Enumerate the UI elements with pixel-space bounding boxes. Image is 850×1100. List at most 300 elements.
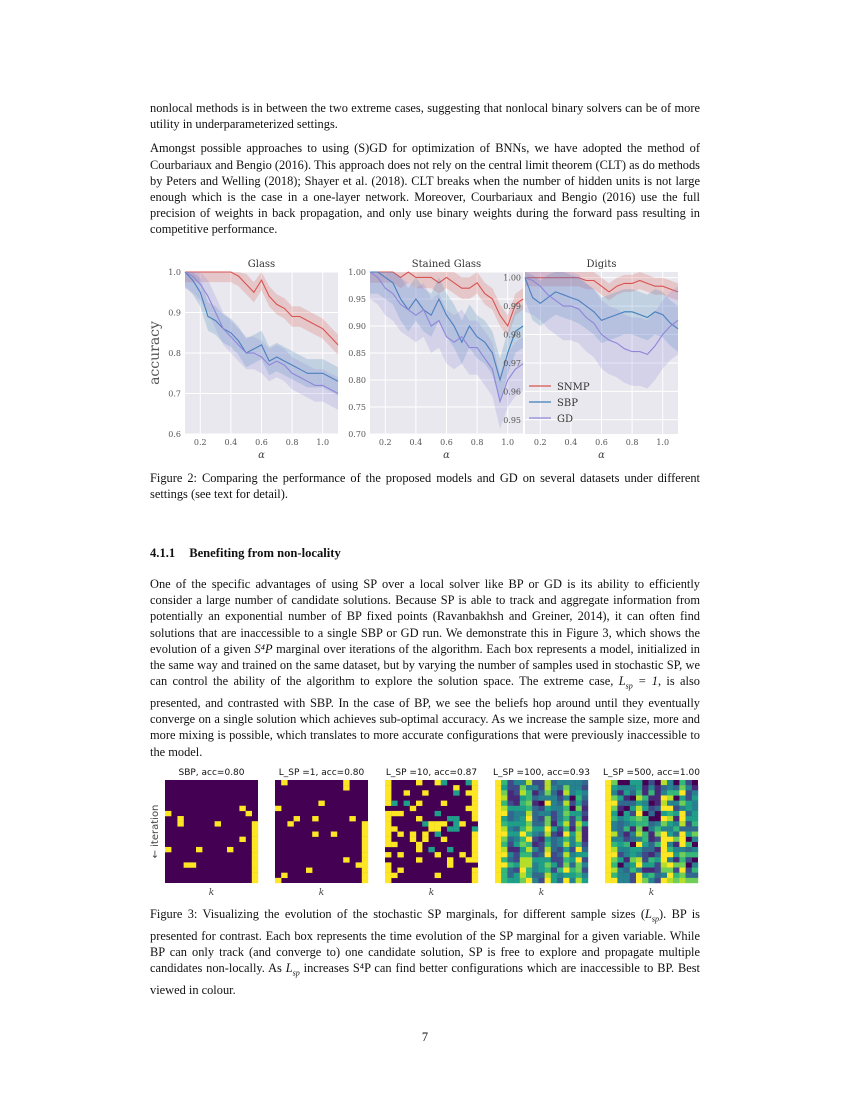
x-axis-label: α <box>598 450 605 461</box>
heatmap-cell <box>624 837 630 842</box>
heatmap-cell <box>667 801 673 806</box>
heatmap-cell <box>611 837 617 842</box>
heatmap-cell <box>624 821 630 826</box>
heatmap-cell <box>495 780 501 785</box>
heatmap-cell <box>472 780 478 785</box>
heatmap-cell <box>507 842 513 847</box>
heatmap-cell <box>655 795 661 800</box>
heatmap-cell <box>362 832 368 837</box>
heatmap-cell <box>648 806 654 811</box>
heatmap-cell <box>545 873 551 878</box>
section-paragraph: One of the specific advantages of using SP over a local solver like BP or GD is its ability to efficiently consider a large number of candidate solutions. Because SP is able to track and aggregate information from potentially an exponential number of BP fixed points (Ravanbakhsh and Greiner, 2014), it can often find solutions that are inaccessible to a single SBP or GD run. We demonstrate this in Figure 3, which shows the evolution of a given S⁴P marginal over iterations of the algorithm. Each box represents a model, initialized in the same way and trained on the same dataset, but by varying the number of samples used in stochastic SP, we can control the ability of the algorithm to explore the solution space. The extreme case, $L_{sp} = 1$, is also presented, and contrasted with SBP. In the case of BP, we see the beliefs hop around until they eventually converge on a single solution which achieves sub-optimal accuracy. As we increase the sample size, more and more mixing is possible, which translates to more accurate configurations that were previously inaccessible to the model. <box>150 577 700 759</box>
heatmap-cell <box>526 790 532 795</box>
heatmap-cell <box>576 852 582 857</box>
heatmap-cell <box>661 795 667 800</box>
heatmap-cell <box>428 826 434 831</box>
legend-label: SNMP <box>557 382 590 393</box>
heatmap-cell <box>661 847 667 852</box>
heatmap-cell <box>532 868 538 873</box>
x-axis-label: k <box>428 888 435 898</box>
heatmap-cell <box>605 816 611 821</box>
heatmap-cell <box>605 842 611 847</box>
heatmap-cell <box>576 826 582 831</box>
x-tick-label: 0.2 <box>533 438 547 447</box>
heatmap-cell <box>275 806 281 811</box>
heatmap-cell <box>624 873 630 878</box>
heatmap-cell <box>177 821 183 826</box>
heatmap-cell <box>655 821 661 826</box>
heatmap-cell <box>661 801 667 806</box>
heatmap-cell <box>569 832 575 837</box>
heatmap-cell <box>501 780 507 785</box>
heatmap-cell <box>545 816 551 821</box>
math-s4p: S⁴P <box>254 641 273 656</box>
heatmap-cell <box>507 832 513 837</box>
heatmap-cell <box>563 811 569 816</box>
heatmap-cell <box>673 801 679 806</box>
heatmap-cell <box>655 826 661 831</box>
heatmap-cell <box>385 816 391 821</box>
heatmap-cell <box>385 801 391 806</box>
heatmap-cell <box>661 873 667 878</box>
heatmap-cell <box>636 826 642 831</box>
heatmap-cell <box>605 862 611 867</box>
heatmap-cell <box>514 878 520 883</box>
heatmap-cell <box>569 790 575 795</box>
heatmap-cell <box>397 811 403 816</box>
heatmap-cell <box>605 811 611 816</box>
heatmap-cell <box>569 780 575 785</box>
heatmap-cell <box>648 821 654 826</box>
heatmap-cell <box>679 790 685 795</box>
heatmap-cell <box>177 816 183 821</box>
heatmap-cell <box>514 873 520 878</box>
heatmap-cell <box>520 785 526 790</box>
heatmap-cell <box>630 826 636 831</box>
heatmap-cell <box>453 790 459 795</box>
heatmap-cell <box>349 816 355 821</box>
heatmap-cell <box>532 790 538 795</box>
heatmap-cell <box>184 862 190 867</box>
heatmap-cell <box>655 862 661 867</box>
heatmap-cell <box>636 862 642 867</box>
heatmap-cell <box>563 878 569 883</box>
heatmap-cell <box>624 862 630 867</box>
heatmap-cell <box>165 811 171 816</box>
heatmap-cell <box>507 780 513 785</box>
intro-paragraph-2: Amongst possible approaches to using (S)GD for optimization of BNNs, we have adopted the method of Courbariaux and Bengio (2016). This approach does not rely on the central limit theorem (CLT) as do methods by Peters and Welling (2018); Shayer et al. (2018). CLT breaks when the number of hidden units is not large enough which is the case in a one-layer network. Moreover, Courbariaux and Bengio (2016) use the full precision of weights in back propagation, and only use binary weights during the forward pass resulting in competitive performance. <box>150 141 700 237</box>
heatmap-cell <box>630 868 636 873</box>
heatmap-cell <box>362 873 368 878</box>
heatmap-cell <box>611 878 617 883</box>
heatmap-cell <box>526 785 532 790</box>
heatmap-cell <box>642 862 648 867</box>
heatmap-cell <box>385 821 391 826</box>
heatmap-cell <box>362 862 368 867</box>
heatmap-cell <box>453 816 459 821</box>
heatmap-cell <box>514 847 520 852</box>
heatmap-cell <box>520 806 526 811</box>
section-heading <box>150 546 341 561</box>
heatmap-cell <box>501 806 507 811</box>
heatmap-cell <box>576 837 582 842</box>
heatmap-title: L_SP =10, acc=0.87 <box>385 768 478 778</box>
y-tick-label: 1.00 <box>348 268 366 277</box>
y-tick-label: 0.95 <box>503 415 521 425</box>
heatmap-cell <box>501 801 507 806</box>
x-axis-label: k <box>538 888 545 898</box>
heatmap-cell <box>514 795 520 800</box>
heatmap-cell <box>520 868 526 873</box>
heatmap-cell <box>582 857 588 862</box>
heatmap-cell <box>165 847 171 852</box>
heatmap-cell <box>617 790 623 795</box>
heatmap-cell <box>617 821 623 826</box>
heatmap-cell <box>501 785 507 790</box>
heatmap-cell <box>526 847 532 852</box>
heatmap-cell <box>501 837 507 842</box>
heatmap-cell <box>343 780 349 785</box>
heatmap-cell <box>520 811 526 816</box>
heatmap-cell <box>495 857 501 862</box>
x-axis-label: k <box>208 888 215 898</box>
heatmap-cell <box>385 837 391 842</box>
heatmap-cell <box>385 878 391 883</box>
heatmap-cell <box>362 868 368 873</box>
heatmap-cell <box>532 806 538 811</box>
y-tick-label: 0.99 <box>503 302 521 312</box>
heatmap-cell <box>661 878 667 883</box>
heatmap-cell <box>557 795 563 800</box>
heatmap-cell <box>661 811 667 816</box>
heatmap-cell <box>538 816 544 821</box>
heatmap-cell <box>441 821 447 826</box>
heatmap-cell <box>624 832 630 837</box>
heatmap-cell <box>630 878 636 883</box>
heatmap-cell <box>526 806 532 811</box>
heatmap-cell <box>563 847 569 852</box>
heatmap-cell <box>441 780 447 785</box>
heatmap-cell <box>617 868 623 873</box>
heatmap-cell <box>630 821 636 826</box>
y-tick-label: 1.00 <box>503 273 521 283</box>
heatmap-cell <box>667 826 673 831</box>
heatmap-cell <box>636 801 642 806</box>
heatmap-cell <box>520 801 526 806</box>
heatmap-cell <box>526 826 532 831</box>
heatmap-cell <box>551 816 557 821</box>
heatmap-cell <box>655 847 661 852</box>
heatmap-cell <box>648 847 654 852</box>
heatmap-cell <box>605 821 611 826</box>
heatmap-cell <box>636 868 642 873</box>
heatmap-cell <box>312 832 318 837</box>
y-tick-label: 0.7 <box>168 389 181 399</box>
heatmap-cell <box>673 852 679 857</box>
heatmap-cell <box>636 806 642 811</box>
heatmap-cell <box>563 837 569 842</box>
heatmap-cell <box>520 795 526 800</box>
heatmap-cell <box>275 878 281 883</box>
heatmap-cell <box>661 832 667 837</box>
heatmap-cell <box>435 873 441 878</box>
heatmap-cell <box>447 816 453 821</box>
heatmap-cell <box>501 795 507 800</box>
heatmap-cell <box>520 873 526 878</box>
heatmap-cell <box>422 821 428 826</box>
heatmap-cell <box>611 852 617 857</box>
heatmap-cell <box>551 852 557 857</box>
heatmap-cell <box>447 826 453 831</box>
heatmap-cell <box>385 832 391 837</box>
heatmap-cell <box>642 852 648 857</box>
heatmap-cell <box>569 862 575 867</box>
chart-title: Digits <box>586 259 617 270</box>
heatmap-cell <box>545 837 551 842</box>
heatmap-cell <box>281 780 287 785</box>
math-lsp: $L_{sp} = 1$ <box>618 674 658 691</box>
heatmap-cell <box>507 837 513 842</box>
x-axis-label: α <box>443 450 450 461</box>
heatmap-cell <box>679 821 685 826</box>
y-tick-label: 0.70 <box>348 430 366 439</box>
heatmap-cell <box>514 837 520 842</box>
heatmap-cell <box>538 878 544 883</box>
heatmap-cell <box>661 868 667 873</box>
heatmap-cell <box>617 847 623 852</box>
heatmap-cell <box>686 873 692 878</box>
heatmap-cell <box>692 873 698 878</box>
heatmap-cell <box>435 821 441 826</box>
heatmap-cell <box>501 790 507 795</box>
heatmap-cell <box>661 816 667 821</box>
heatmap-cell <box>686 868 692 873</box>
heatmap-cell <box>686 826 692 831</box>
heatmap-cell <box>472 785 478 790</box>
heatmap-cell <box>391 801 397 806</box>
heatmap-cell <box>611 847 617 852</box>
heatmap-cell <box>605 826 611 831</box>
heatmap-cell <box>648 837 654 842</box>
heatmap-cell <box>532 821 538 826</box>
heatmap-cell <box>673 862 679 867</box>
heatmap-cell <box>576 816 582 821</box>
heatmap-cell <box>648 868 654 873</box>
heatmap-cell <box>520 862 526 867</box>
heatmap-cell <box>551 806 557 811</box>
heatmap-cell <box>252 847 258 852</box>
heatmap-cell <box>686 780 692 785</box>
heatmap-cell <box>422 837 428 842</box>
heatmap-cell <box>514 806 520 811</box>
heatmap-cell <box>636 837 642 842</box>
heatmap-cell <box>630 801 636 806</box>
heatmap-cell <box>605 780 611 785</box>
heatmap-cell <box>686 811 692 816</box>
heatmap-cell <box>422 832 428 837</box>
heatmap-cell <box>532 801 538 806</box>
heatmap-cell <box>673 790 679 795</box>
heatmap-cell <box>416 847 422 852</box>
heatmap-cell <box>679 852 685 857</box>
chart-title: Stained Glass <box>411 259 482 270</box>
heatmap-cell <box>435 811 441 816</box>
y-axis-label: ← iteration <box>150 804 161 859</box>
heatmap-cell <box>501 821 507 826</box>
heatmap-cell <box>520 821 526 826</box>
heatmap-cell <box>582 862 588 867</box>
heatmap-cell <box>514 816 520 821</box>
heatmap-cell <box>252 826 258 831</box>
heatmap-cell <box>472 873 478 878</box>
heatmap-cell <box>636 780 642 785</box>
heatmap-cell <box>557 780 563 785</box>
heatmap-cell <box>624 852 630 857</box>
heatmap-cell <box>495 873 501 878</box>
heatmap-cell <box>252 837 258 842</box>
heatmap-cell <box>605 857 611 862</box>
heatmap-cell <box>532 780 538 785</box>
heatmap-cell <box>655 837 661 842</box>
heatmap-cell <box>692 795 698 800</box>
heatmap-cell <box>532 837 538 842</box>
heatmap-cell <box>673 837 679 842</box>
heatmap-cell <box>362 852 368 857</box>
heatmap-cell <box>673 811 679 816</box>
heatmap-cell <box>447 847 453 852</box>
heatmap-cell <box>582 847 588 852</box>
heatmap-cell <box>526 862 532 867</box>
heatmap-cell <box>495 795 501 800</box>
heatmap-cell <box>507 847 513 852</box>
heatmap-cell <box>624 842 630 847</box>
heatmap-cell <box>617 852 623 857</box>
heatmap-cell <box>551 826 557 831</box>
heatmap-cell <box>538 790 544 795</box>
x-tick-label: 0.6 <box>595 438 608 447</box>
heatmap-cell <box>385 790 391 795</box>
heatmap-cell <box>679 837 685 842</box>
heatmap-cell <box>630 832 636 837</box>
heatmap-cell <box>501 811 507 816</box>
heatmap-cell <box>520 878 526 883</box>
heatmap-cell <box>661 862 667 867</box>
heatmap-cell <box>582 826 588 831</box>
heatmap-cell <box>582 852 588 857</box>
heatmap-panel-4 <box>493 768 590 898</box>
heatmap-cell <box>655 842 661 847</box>
heatmap-cell <box>514 785 520 790</box>
heatmap-cell <box>441 801 447 806</box>
heatmap-cell <box>686 816 692 821</box>
heatmap-cell <box>667 878 673 883</box>
heatmap-cell <box>648 862 654 867</box>
heatmap-cell <box>362 826 368 831</box>
heatmap-cell <box>679 862 685 867</box>
heatmap-cell <box>551 857 557 862</box>
heatmap-cell <box>655 790 661 795</box>
heatmap-cell <box>447 862 453 867</box>
heatmap-cell <box>617 816 623 821</box>
heatmap-cell <box>611 811 617 816</box>
heatmap-cell <box>661 785 667 790</box>
y-tick-label: 0.95 <box>348 295 366 304</box>
heatmap-cell <box>545 857 551 862</box>
heatmap-cell <box>617 826 623 831</box>
heatmap-panel-5 <box>603 768 700 898</box>
heatmap-cell <box>576 842 582 847</box>
figure-3-caption: Figure 3: Visualizing the evolution of the stochastic SP marginals, for different sample sizes $(L_{sp})$. BP is presented for contrast. Each box represents the time evolution of the SP marginal for a given variable. While BP can only track (and converge to) one candidate solution, SP is free to explore and propagate multiple candidates non-locally. As $L_{sp}$ increases S⁴P can find better configurations which are inaccessible to BP. Best viewed in colour. <box>150 907 700 997</box>
heatmap-cell <box>563 826 569 831</box>
heatmap-cell <box>190 862 196 867</box>
heatmap-cell <box>520 790 526 795</box>
heatmap-cell <box>495 790 501 795</box>
heatmap-cell <box>252 852 258 857</box>
heatmap-cell <box>495 847 501 852</box>
heatmap-cell <box>611 857 617 862</box>
heatmap-cell <box>557 873 563 878</box>
heatmap-cell <box>611 806 617 811</box>
heatmap-cell <box>667 790 673 795</box>
heatmap-cell <box>611 795 617 800</box>
heatmap-cell <box>526 821 532 826</box>
heatmap-cell <box>582 816 588 821</box>
heatmap-cell <box>605 878 611 883</box>
heatmap-cell <box>624 795 630 800</box>
heatmap-cell <box>636 785 642 790</box>
heatmap-cell <box>667 806 673 811</box>
heatmap-cell <box>472 837 478 842</box>
heatmap-cell <box>692 868 698 873</box>
heatmap-cell <box>435 852 441 857</box>
heatmap-cell <box>630 837 636 842</box>
heatmap-cell <box>569 852 575 857</box>
heatmap-cell <box>472 816 478 821</box>
heatmap-cell <box>576 801 582 806</box>
x-tick-label: 0.6 <box>255 438 268 447</box>
heatmap-cell <box>453 826 459 831</box>
y-tick-label: 0.9 <box>168 308 181 318</box>
heatmap-cell <box>391 811 397 816</box>
heatmap-cell <box>582 821 588 826</box>
heatmap-cell <box>673 821 679 826</box>
heatmap-cell <box>557 852 563 857</box>
heatmap-cell <box>605 873 611 878</box>
y-tick-label: 0.85 <box>348 349 366 358</box>
heatmap-cell <box>472 847 478 852</box>
heatmap-cell <box>563 801 569 806</box>
heatmap-cell <box>501 868 507 873</box>
heatmap-cell <box>630 862 636 867</box>
heatmap-cell <box>576 806 582 811</box>
heatmap-cell <box>538 806 544 811</box>
heatmap-cell <box>557 837 563 842</box>
heatmap-cell <box>679 795 685 800</box>
heatmap-cell <box>545 795 551 800</box>
heatmap-cell <box>526 842 532 847</box>
heatmap-cell <box>252 832 258 837</box>
heatmap-cell <box>692 801 698 806</box>
heatmap-cell <box>624 847 630 852</box>
heatmap-cell <box>362 837 368 842</box>
heatmap-cell <box>331 832 337 837</box>
heatmap-cell <box>507 790 513 795</box>
heatmap-cell <box>667 873 673 878</box>
x-tick-label: 0.4 <box>564 438 578 447</box>
heatmap-cell <box>495 811 501 816</box>
heatmap-cell <box>472 832 478 837</box>
heatmap-cell <box>459 821 465 826</box>
